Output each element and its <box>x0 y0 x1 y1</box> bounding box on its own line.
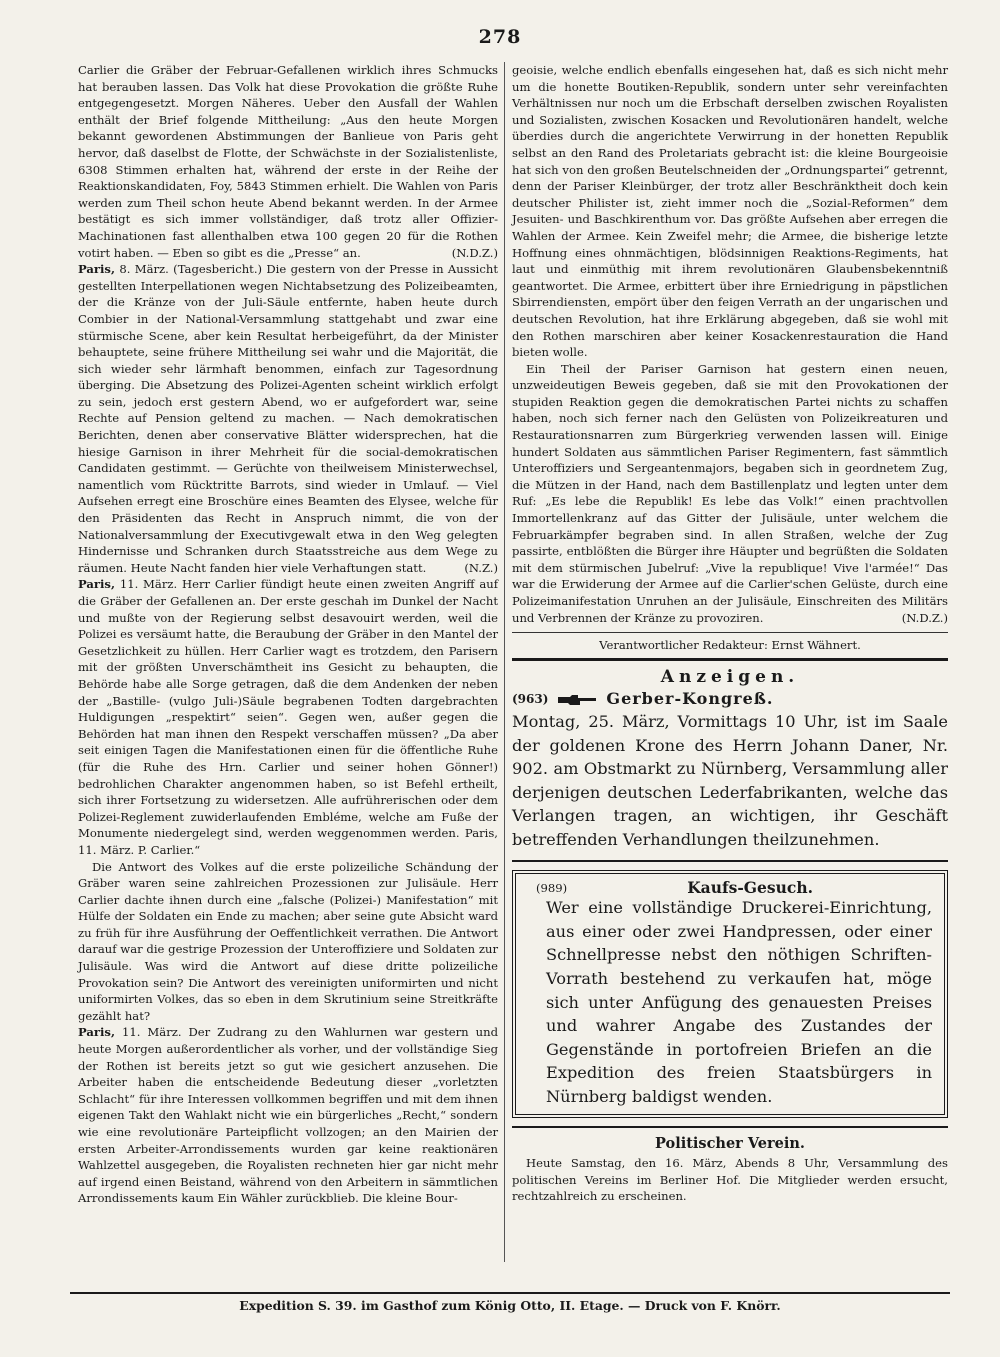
right-column <box>512 62 948 1205</box>
imprint-footer: Expedition S. 39. im Gasthof zum König Otto, II. Etage. — Druck von F. Knörr. <box>70 1292 950 1313</box>
dateline-place: Paris, <box>78 1025 115 1040</box>
pointing-hand-icon <box>556 693 598 707</box>
ad-divider <box>512 1126 948 1128</box>
article-paragraph: Paris, 11. März. Herr Carlier fündigt heute einen zweiten Angriff auf die Gräber der Gefallenen an. Der erste geschah im Dunkel der Nacht und mußte von der Regierung selbst desavouirt werden, weil die Polizei es versäumt hatte, die Beraubung der Gräber in den Mantel der Gesetzlichkeit zu hüllen. Herr Carlier wagt es trotzdem, den Parisern mit der größten Unverschämtheit ins Gesicht zu behaupten, die Behörde habe alle Sorge getragen, daß die dem Andenken der neben der „Bastille- (vulgo Juli-)Säule begrabenen Todten dargebrachten Huldigungen „respektirt“ seien“. Gegen wen, außer gegen die Behörden hat man ihnen den Respekt verschaffen müssen? „Da aber seit einigen Tagen die Manifestationen einen für die öffentliche Ruhe (für die Ruhe des Hrn. Carlier und seiner hohen Gönner!) bedrohlichen Charakter angenommen haben, so ist Befehl ertheilt, sich ihrer Fortsetzung zu widersetzen. Alle aufrührerischen oder dem Polizei-Reglement zuwiderlaufenden Embléme, welche am Fuße der Monumente niedergelegt sind, werden weggenommen werden. Paris, 11. März. P. Carlier.“ <box>78 577 498 857</box>
ad-body: Montag, 25. März, Vormittags 10 Uhr, ist im Saale der goldenen Krone des Herrn Johann Daner, Nr. 902. am Obstmarkt zu Nürnberg, Versammlung aller derjenigen deutschen Lederfabrikanten, welche das Verlangen tragen, an wichtigen, ihr Geschäft betreffenden Verhandlungen theilzunehmen. <box>512 711 948 849</box>
left-column <box>78 62 498 1207</box>
advertisement-kaufs-gesuch <box>512 870 948 1119</box>
article-paragraph: Paris, 8. März. (Tagesbericht.) Die gestern von der Presse in Aussicht gestellten Interpellationen wegen Nichtabsetzung des Polizeibeamten, der die Kränze von der Juli-Säule entfernte, haben heute durch Combier in der National-Versammlung stattgehabt und zwar eine stürmische Scene, aber kein Resultat herbeigeführt, da der Minister behauptete, seine frühere Mittheilung sei wahr und die Majorität, die sich wieder sehr lärmhaft benommen, einfach zur Tagesordnung überging. Die Absetzung des Polizei-Agenten scheint wirklich erfolgt zu sein, jedoch erst gestern Abend, wo er aufgefordert war, seine Rechte auf Pension geltend zu machen. — Nach demokratischen Berichten, denen aber conservative Blätter widersprechen, hat die hiesige Garnison in ihrer Mehrheit für die social-demokratischen Candidaten gestimmt. — Gerüchte von theilweisem Ministerwechsel, namentlich vom Rücktritte Barrots, sind wieder in Umlauf. — Viel Aufsehen erregt eine Broschüre eines Beamten des Elysee, welche für den Präsidenten das Recht in Anspruch nimmt, die von der Nationalversammlung der Executivgewalt etwa in den Weg gelegten Hindernisse und Schranken durch Staatsstreiche aus dem Wege zu räumen. Heute Nacht fanden hier viele Verhaftungen statt. (N.Z.) <box>78 262 498 575</box>
column-divider <box>504 62 505 1262</box>
ad-title: Politischer Verein. <box>655 1135 805 1153</box>
source-signature: (N.Z.) <box>464 560 498 575</box>
source-signature: (N.D.Z.) <box>451 245 498 260</box>
article-paragraph: Die Antwort des Volkes auf die erste polizeiliche Schändung der Gräber waren seine zahlreichen Prozessionen zur Julisäule. Herr Carlier dachte ihnen durch eine „falsche (Polizei-) Manifestation“ mit Hülfe der Soldaten ein Ende zu machen; aber seine gute Absicht ward zu früh für ihre Ausführung der Oeffentlichkeit verrathen. Die Antwort darauf war die gestrige Prozession der Unteroffiziere und Soldaten zur Julisäule. Was wird die Antwort auf diese dritte polizeiliche Provokation sein? Die Antwort des vereinigten uniformirten und nicht uniformirten Volkes, das so eben in dem Skrutinium seine Streitkräfte gezählt hat? <box>78 859 498 1023</box>
page-number: 278 <box>478 26 522 48</box>
ad-divider <box>512 860 948 862</box>
advertisement-gerber-kongress <box>512 691 948 851</box>
ad-number: (963) <box>512 692 549 707</box>
ad-title: Kaufs-Gesuch. <box>687 877 813 897</box>
advertisements-heading: Anzeigen. <box>660 666 800 687</box>
dateline-place: Paris, <box>78 577 115 592</box>
ad-title: Gerber-Kongreß. <box>606 689 774 709</box>
editor-line: Verantwortlicher Redakteur: Ernst Wähnert. <box>512 632 948 654</box>
article-paragraph: Paris, 11. März. Der Zudrang zu den Wahlurnen war gestern und heute Morgen außerordentlicher als vorher, und der vollständige Sieg der Rothen ist bereits jetzt so gut wie gesichert anzusehen. Die Arbeiter haben die entscheidende Bedeutung dieser „vorletzten Schlacht“ für ihre Interessen vollkommen begriffen und mit dem ihnen eigenen Takt den Wahlakt nicht wie ein bürgerliches „Recht,“ sondern wie eine revolutionäre Parteipflicht vollzogen; an den Mairien der ersten Arbeiter-Arrondissements wurden gar keine reaktionären Wahlzettel ausgegeben, die Royalisten rechneten hier gar nicht mehr auf irgend einen Beistand, während von den Arbeitern in sämmtlichen Arrondissements kaum Ein Wähler zurückblieb. Die kleine Bour- <box>78 1025 498 1206</box>
section-rule <box>512 658 948 661</box>
ad-body: Heute Samstag, den 16. März, Abends 8 Uhr, Versammlung des politischen Vereins im Berliner Hof. Die Mitglieder werden ersucht, rechtzahlreich zu erscheinen. <box>512 1156 948 1204</box>
article-paragraph: Carlier die Gräber der Februar-Gefallenen wirklich ihres Schmucks hat berauben lassen. Das Volk hat diese Provokation die größte Ruhe entgegengesetzt. Morgen Näheres. Ueber den Ausfall der Wahlen enthält der Brief folgende Mittheilung: „Aus den heute Morgen bekannt gewordenen Abstimmungen der Banlieue von Paris geht hervor, daß daselbst de Flotte, der Schwächste in der Sozialistenliste, 6308 Stimmen erhalten hat, während der erste in der Reihe der Reaktionskandidaten, Foy, 5843 Stimmen erhielt. Die Wahlen von Paris werden zum Theil schon heute Abend bekannt werden. In der Armee bestätigt es sich immer vollständiger, daß trotz aller Offizier-Machinationen fast allenthalben etwa 100 gegen 20 für die Rothen votirt haben. — Eben so gibt es die „Presse“ an. (N.D.Z.) <box>78 63 498 260</box>
dateline-place: Paris, <box>78 262 115 277</box>
advertisement-politischer-verein <box>512 1136 948 1204</box>
ad-number: (989) <box>536 880 568 895</box>
article-paragraph: Ein Theil der Pariser Garnison hat gestern einen neuen, unzweideutigen Beweis gegeben, daß sie mit den Provokationen der stupiden Reaktion gegen die demokratischen Partei nichts zu schaffen haben, noch sich ferner nach den Gelüsten von Polizeikreaturen und Restaurationsnarren zum Bürgerkrieg verwenden lassen will. Einige hundert Soldaten aus sämmtlichen Pariser Regimentern, fast sämmtlich Unteroffiziers und Sergeantenmajors, begaben sich in geordnetem Zug, die Mützen in der Hand, nach dem Bastillenplatz und legten unter dem Ruf: „Es lebe die Republik! Es lebe das Volk!“ einen prachtvollen Immortellenkranz auf das Gitter der Julisäule, unter welchem die Februarkämpfer begraben sind. In allen Straßen, welche der Zug passirte, entblößten die Bürger ihre Häupter und begrüßten die Soldaten mit dem stürmischen Jubelruf: „Vive la republique! Vive l'armée!“ Das war die Erwiderung der Armee auf die Carlier'schen Gelüste, durch eine Polizeimanifestation Unruhen an der Julisäule, Einschreiten des Militärs und Verbrennen der Kränze zu provoziren. (N.D.Z.) <box>512 361 948 625</box>
article-paragraph: geoisie, welche endlich ebenfalls eingesehen hat, daß es sich nicht mehr um die honette Boutiken-Republik, sondern unter sehr vereinfachten Verhältnissen nur noch um die Erbschaft derselben zwischen Royalisten und Sozialisten, zwischen Kosacken und Revolutionären handelt, welche überdies durch die angerichtete Verwirrung in der honetten Republik selbst an den Rand des Proletariats gebracht ist: die kleine Bourgeoisie hat sich von den großen Beutelschneiden der „Ordnungspartei“ getrennt, denn der Pariser Kleinbürger, der trotz aller Beschränktheit doch kein deutscher Philister ist, zieht immer noch die „Sozial-Reformen“ dem Jesuiten- und Baschkirenthum vor. Das größte Aufsehen aber erregen die Wahlen der Armee. Kein Zweifel mehr; die Armee, die bisherige letzte Hoffnung eines ohnmächtigen, blödsinnigen Reaktions-Regiments, hat laut und einmüthig mit ihrem revolutionären Glaubensbekenntniß geantwortet. Die Armee, erbittert über ihre Erniedrigung in päpstlichen Sbirrendiensten, empört über den feigen Verrath an der ungarischen und deutschen Revolution, hat ihre Erklärung abgegeben, daß sie wohl mit den Rothen marschiren aber keiner Kosackenrestauration die Hand bieten wolle. <box>512 63 948 360</box>
ad-body: Wer eine vollständige Druckerei-Einrichtung, aus einer oder zwei Handpressen, oder einer Schnellpresse nebst den nöthigen Schriften-Vorrath bestehend zu verkaufen hat, möge sich unter Anfügung des genauesten Preises und wahrer Angabe des Zustandes der Gegenstände in portofreien Briefen an die Expedition des freien Staatsbürgers in Nürnberg baldigst wenden. <box>546 898 932 1106</box>
source-signature: (N.D.Z.) <box>901 610 948 625</box>
